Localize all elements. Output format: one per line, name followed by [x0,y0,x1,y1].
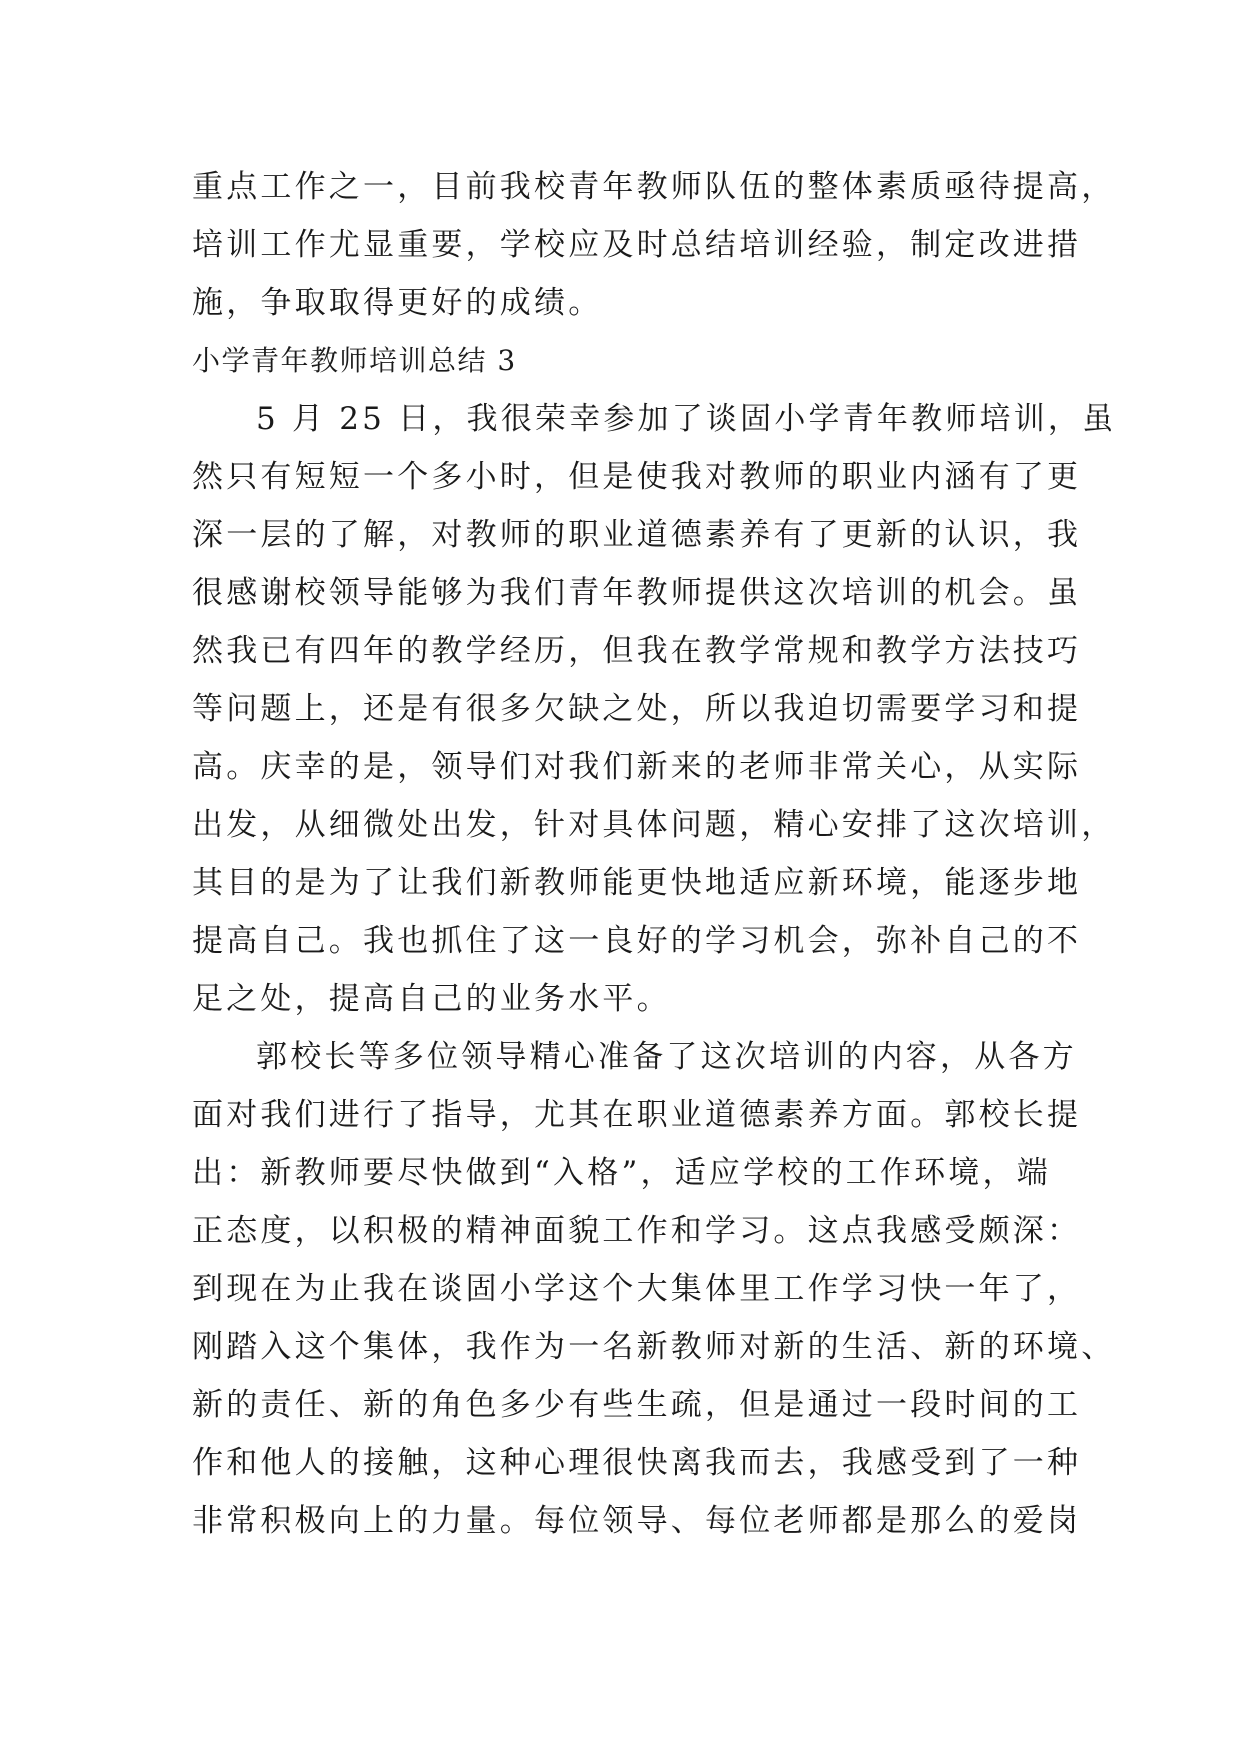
text-line: 刚踏入这个集体，我作为一名新教师对新的生活、新的环境、 [192,1329,1116,1365]
text-line: 深一层的了解，对教师的职业道德素养有了更新的认识，我 [192,517,1082,553]
section-heading: 小学青年教师培训总结 3 [192,344,517,377]
text-line: 出发，从细微处出发，针对具体问题，精心安排了这次培训， [192,807,1116,843]
text-line: 郭校长等多位领导精心准备了这次培训的内容，从各方 [256,1039,1077,1075]
text-line: 新的责任、新的角色多少有些生疏，但是通过一段时间的工 [192,1387,1082,1423]
text-line: 等问题上，还是有很多欠缺之处，所以我迫切需要学习和提 [192,691,1082,727]
text-line: 5 月 25 日，我很荣幸参加了谈固小学青年教师培训，虽 [256,401,1117,437]
text-line: 很感谢校领导能够为我们青年教师提供这次培训的机会。虽 [192,575,1082,611]
text-line: 高。庆幸的是，领导们对我们新来的老师非常关心，从实际 [192,749,1082,785]
text-line: 到现在为止我在谈固小学这个大集体里工作学习快一年了， [192,1271,1082,1307]
text-line: 作和他人的接触，这种心理很快离我而去，我感受到了一种 [192,1445,1082,1481]
text-line: 提高自己。我也抓住了这一良好的学习机会，弥补自己的不 [192,923,1082,959]
text-line: 重点工作之一，目前我校青年教师队伍的整体素质亟待提高， [192,169,1116,205]
text-line: 然我已有四年的教学经历，但我在教学常规和教学方法技巧 [192,633,1082,669]
text-line: 然只有短短一个多小时，但是使我对教师的职业内涵有了更 [192,459,1082,495]
text-line: 施，争取取得更好的成绩。 [192,285,603,321]
text-line: 足之处，提高自己的业务水平。 [192,981,671,1017]
text-line: 出：新教师要尽快做到“入格”，适应学校的工作环境，端 [192,1155,1051,1191]
text-line: 其目的是为了让我们新教师能更快地适应新环境，能逐步地 [192,865,1082,901]
text-line: 非常积极向上的力量。每位领导、每位老师都是那么的爱岗 [192,1503,1082,1539]
document-body [192,158,1117,1550]
text-line: 面对我们进行了指导，尤其在职业道德素养方面。郭校长提 [192,1097,1082,1133]
text-line: 培训工作尤显重要，学校应及时总结培训经验，制定改进措 [192,227,1082,263]
text-line: 正态度，以积极的精神面貌工作和学习。这点我感受颇深： [192,1213,1082,1249]
